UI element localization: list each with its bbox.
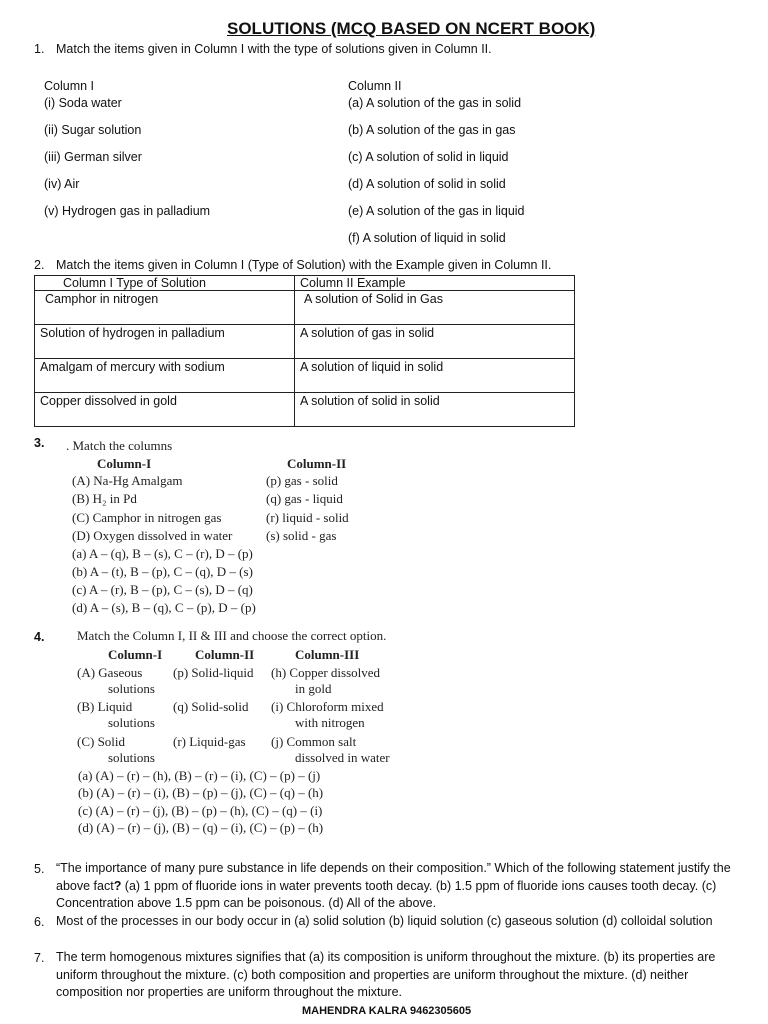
q2-cell: A solution of liquid in solid — [295, 359, 575, 393]
footer-author: MAHENDRA KALRA 9462305605 — [302, 1005, 472, 1017]
q4-col1-item: solutions — [108, 750, 155, 765]
q4-option: (d) (A) – (r) – (j), (B) – (q) – (i), (C) – (p) – (h) — [78, 820, 324, 835]
q3-col1-item: (D) Oxygen dissolved in water — [72, 528, 233, 543]
q3-col2-item: (p) gas - solid — [266, 473, 338, 488]
q4-header-col2: Column-II — [195, 647, 255, 662]
q3-option: (c) A – (r), B – (p), C – (s), D – (q) — [72, 582, 253, 597]
table-row — [35, 393, 575, 427]
q1-col1-header: Column I — [44, 79, 95, 93]
q2-cell: A solution of solid in solid — [295, 393, 575, 427]
q2-cell: Amalgam of mercury with sodium — [35, 359, 295, 393]
q4-col1-item: (C) Solid — [77, 734, 126, 749]
q3-col1-item: (A) Na-Hg Amalgam — [72, 473, 183, 488]
q6-text: Most of the processes in our body occur in (a) solid solution (b) liquid solution (c) gaseous solution (d) colloidal solution — [56, 914, 713, 928]
q1-col2-header: Column II — [348, 79, 402, 93]
q2-number: 2. — [34, 258, 45, 272]
q1-col1-item: (i) Soda water — [44, 96, 122, 110]
q3-col2-item: (s) solid - gas — [266, 528, 337, 543]
q4-col3-item: in gold — [295, 681, 332, 696]
q2-cell: Copper dissolved in gold — [35, 393, 295, 427]
q1-col2-item: (e) A solution of the gas in liquid — [348, 204, 525, 218]
q5-text-c: (a) 1 ppm of fluoride ions in water prevents tooth decay. (b) 1.5 ppm of fluoride ions causes tooth decay. (c) Concentration above 1.5 ppm can be poisonous. (d) All of the above. — [56, 878, 717, 910]
q4-col3-item: (i) Chloroform mixed — [271, 699, 384, 714]
q2-header-col2: Column II Example — [295, 276, 575, 291]
q1-col1-item: (iii) German silver — [44, 150, 142, 164]
q4-header-col1: Column-I — [108, 647, 163, 662]
q4-number: 4. — [34, 630, 45, 644]
q3-col1-item: (C) Camphor in nitrogen gas — [72, 510, 222, 525]
q5-text — [56, 860, 746, 913]
q2-table — [34, 275, 575, 427]
q5-text-a: “The importance of many pure substance in life depends on their composition.” Which of the following statement justify the above fact — [56, 861, 731, 893]
q1-col1-item: (v) Hydrogen gas in palladium — [44, 204, 211, 218]
q2-cell: Solution of hydrogen in palladium — [35, 325, 295, 359]
page-title: SOLUTIONS (MCQ BASED ON NCERT BOOK) — [227, 19, 596, 38]
q4-col1-item: solutions — [108, 681, 155, 696]
q3-col1-header: Column-I — [97, 456, 152, 471]
q1-col2-item: (f) A solution of liquid in solid — [348, 231, 506, 245]
q2-cell: A solution of gas in solid — [295, 325, 575, 359]
q3-number: 3. — [34, 436, 45, 450]
q4-option: (c) (A) – (r) – (j), (B) – (p) – (h), (C) – (q) – (i) — [78, 803, 323, 818]
q4-col3-item: (j) Common salt — [271, 734, 357, 749]
q3-col2-item: (r) liquid - solid — [266, 510, 349, 525]
q3-col2-item: (q) gas - liquid — [266, 491, 343, 506]
q3-option: (a) A – (q), B – (s), C – (r), D – (p) — [72, 546, 253, 561]
q5-number: 5. — [34, 862, 45, 876]
q4-option: (b) (A) – (r) – (i), (B) – (p) – (j), (C) – (q) – (h) — [78, 785, 324, 800]
q4-col1-item: (A) Gaseous — [77, 665, 143, 680]
q1-text: Match the items given in Column I with the type of solutions given in Column II. — [56, 42, 492, 56]
q1-col2-item: (d) A solution of solid in solid — [348, 177, 506, 191]
q3-col1-item: (B) H₂ in Pd — [72, 491, 137, 506]
q2-header-col1: Column I Type of Solution — [35, 276, 295, 291]
q1-col2-item: (b) A solution of the gas in gas — [348, 123, 516, 137]
q1-col2-item: (c) A solution of solid in liquid — [348, 150, 509, 164]
q4-header-col3: Column-III — [295, 647, 360, 662]
q7-text: The term homogenous mixtures signifies that (a) its composition is uniform throughout the mixture. (b) its properties are uniform throughout the mixture. (c) both composition and properties are uniform throughout the mixture. (d) neither composition nor properties are uniform throughout the mixture. — [56, 950, 716, 999]
q1-col1-item: (iv) Air — [44, 177, 80, 191]
table-row — [35, 325, 575, 359]
q5-question-mark: ? — [113, 878, 125, 893]
table-row — [35, 291, 575, 325]
q4-col2-item: (q) Solid-solid — [173, 699, 249, 714]
q4-col2-item: (p) Solid-liquid — [173, 665, 254, 680]
q4-col1-item: solutions — [108, 715, 155, 730]
q4-col3-item: with nitrogen — [295, 715, 365, 730]
q1-col1-item: (ii) Sugar solution — [44, 123, 142, 137]
q4-option: (a) (A) – (r) – (h), (B) – (r) – (i), (C) – (p) – (j) — [78, 768, 321, 783]
q4-intro: Match the Column I, II & III and choose the correct option. — [77, 628, 387, 643]
q3-option: (b) A – (t), B – (p), C – (q), D – (s) — [72, 564, 253, 579]
q4-col3-item: dissolved in water — [295, 750, 390, 765]
q1-number: 1. — [34, 42, 45, 56]
q1-col2-item: (a) A solution of the gas in solid — [348, 96, 522, 110]
table-row — [35, 359, 575, 393]
q2-text: Match the items given in Column I (Type of Solution) with the Example given in Column II. — [56, 258, 552, 272]
q4-col2-item: (r) Liquid-gas — [173, 734, 246, 749]
q3-option: (d) A – (s), B – (q), C – (p), D – (p) — [72, 600, 256, 615]
q4-col3-item: (h) Copper dissolved — [271, 665, 381, 680]
q4-col1-item: (B) Liquid — [77, 699, 133, 714]
q3-col2-header: Column-II — [287, 456, 347, 471]
q7-number: 7. — [34, 951, 45, 965]
q6-number: 6. — [34, 915, 45, 929]
q2-cell: A solution of Solid in Gas — [295, 291, 575, 325]
q2-cell: Camphor in nitrogen — [35, 291, 295, 325]
q3-intro: . Match the columns — [66, 438, 173, 453]
